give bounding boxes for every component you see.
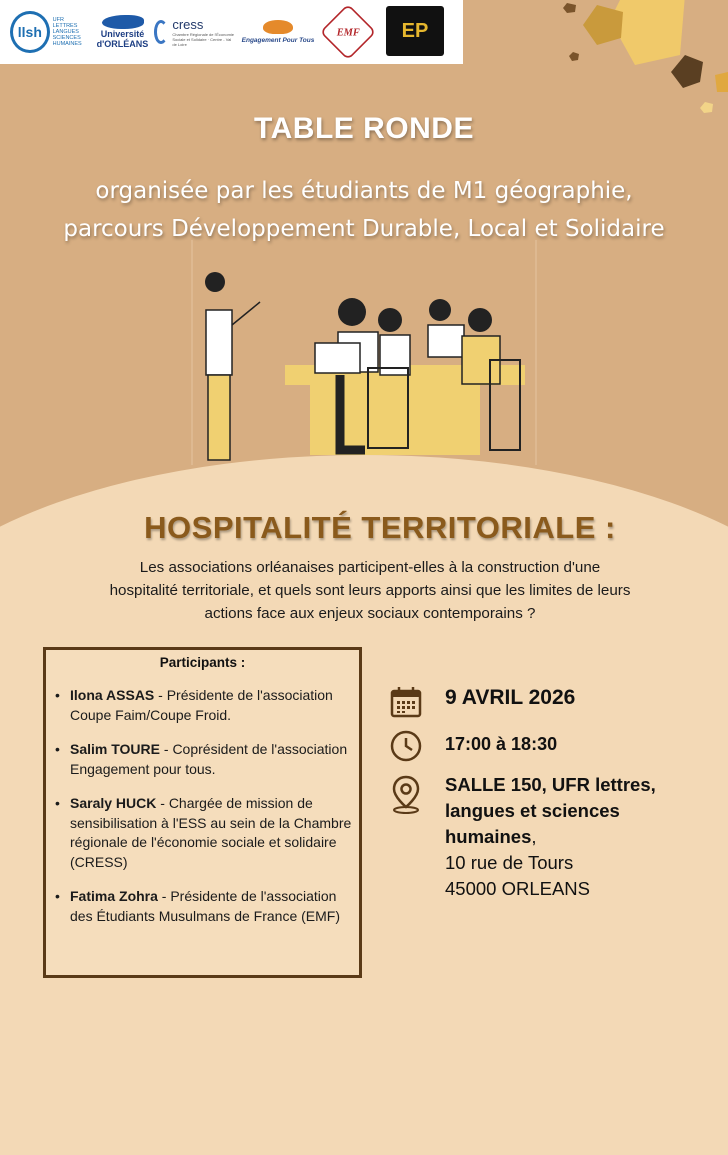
location-pin-icon bbox=[389, 774, 423, 814]
address-line: 45000 ORLEANS bbox=[445, 878, 591, 899]
llsh-logo: llsh UFR LETTRES LANGUES SCIENCES HUMAINES bbox=[10, 8, 90, 56]
participants-list bbox=[46, 686, 359, 926]
clock-icon bbox=[389, 729, 423, 763]
participants-box bbox=[43, 647, 362, 978]
theme-title: HOSPITALITÉ TERRITORIALE : bbox=[144, 510, 616, 545]
cress-logo: cress Chambre Régionale de l'Économie Sociale et Solidaire · Centre - Val de Loire bbox=[154, 8, 236, 56]
theme-question: Les associations orléanaises participent-elles à la construction d'une hospitalité territoriale, et quels sont leurs apports ainsi que les limites de leurs actions face aux enjeux sociaux contemporains ? bbox=[109, 559, 631, 622]
organizer-subtitle: organisée par les étudiants de M1 géographie, parcours Développement Durable, Local et Solidaire bbox=[63, 178, 665, 242]
emf-logo: EMF bbox=[320, 8, 376, 56]
event-date: 9 AVRIL 2026 bbox=[445, 686, 576, 709]
round-table-illustration bbox=[190, 240, 540, 465]
universite-orleans-logo: Université d'ORLÉANS bbox=[95, 8, 150, 56]
participant-item: • Ilona ASSAS - Présidente de l'association Coupe Faim/Coupe Froid. bbox=[46, 686, 359, 725]
participant-item: • Fatima Zohra - Présidente de l'association des Étudiants Musulmans de France (EMF) bbox=[46, 887, 359, 926]
llsh-logo-text: UFR LETTRES LANGUES SCIENCES HUMAINES bbox=[52, 17, 82, 47]
event-type-title: TABLE RONDE bbox=[254, 112, 474, 145]
heart-logo: EP bbox=[386, 6, 444, 56]
event-time: 17:00 à 18:30 bbox=[445, 734, 558, 754]
participant-item: • Saraly HUCK - Chargée de mission de sensibilisation à l'ESS au sein de la Chambre régionale de l'économie sociale et solidaire (CRESS) bbox=[46, 794, 359, 872]
calendar-icon bbox=[389, 685, 423, 719]
event-location: SALLE 150, UFR lettres, langues et sciences humaines, 10 rue de Tours 45000 ORLEANS bbox=[445, 772, 715, 902]
partner-logo-bar bbox=[0, 0, 463, 64]
participant-item: • Salim TOURE - Coprésident de l'association Engagement pour tous. bbox=[46, 740, 359, 779]
participants-heading: Participants : bbox=[159, 655, 246, 670]
engagement-pour-tous-logo: Engagement Pour Tous bbox=[240, 8, 316, 56]
address-line: 10 rue de Tours bbox=[445, 852, 574, 873]
